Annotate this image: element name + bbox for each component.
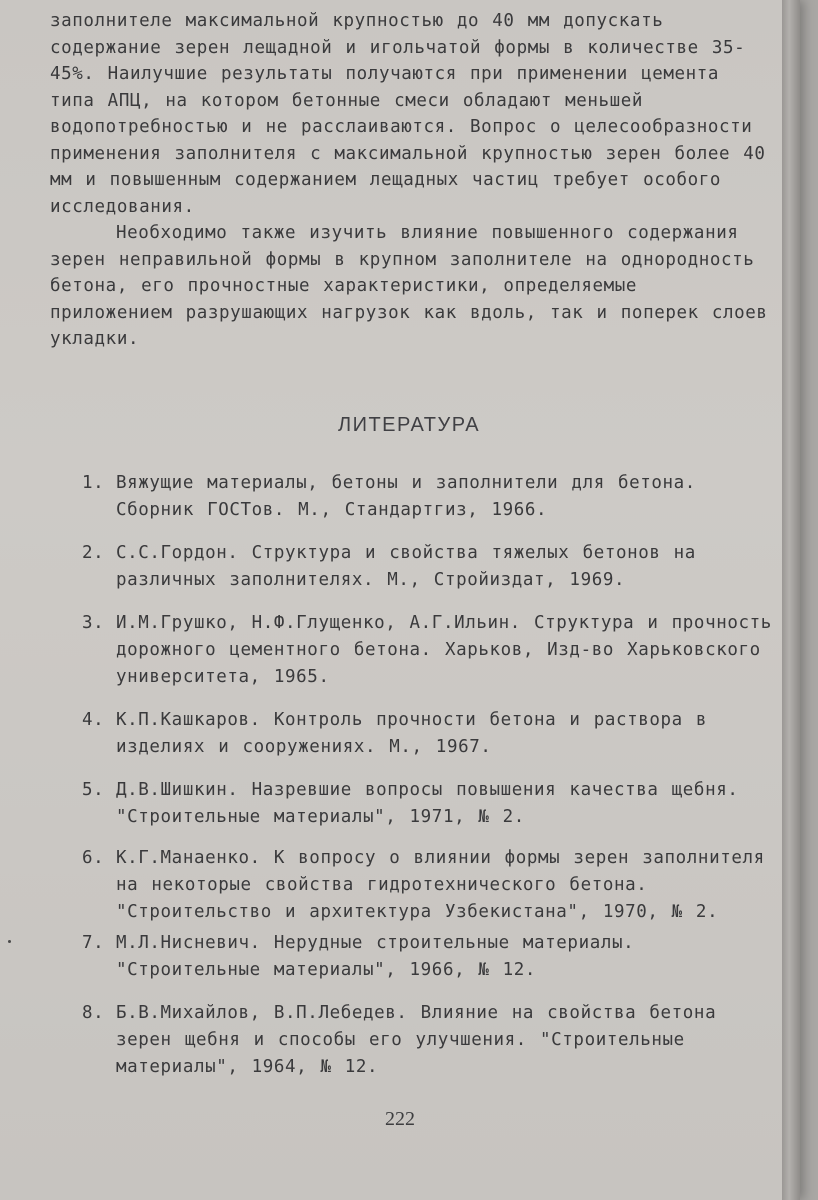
body-text (50, 8, 770, 353)
reference-number: 5. (82, 780, 105, 800)
paper-speck (8, 940, 11, 943)
reference-item (50, 610, 780, 691)
reference-list (50, 470, 780, 1097)
reference-number: 1. (82, 473, 105, 493)
reference-item (50, 470, 780, 524)
reference-number: 3. (82, 613, 105, 633)
literature-heading: ЛИТЕРАТУРА (337, 414, 481, 436)
reference-number: 7. (82, 933, 105, 953)
reference-text: К.Г.Манаенко. К вопросу о влиянии формы зерен заполнителя на некоторые свойства гидротехнического бетона. "Строительство и архитектура Узбекистана", 1970, № 2. (116, 848, 765, 922)
reference-text: И.М.Грушко, Н.Ф.Глущенко, А.Г.Ильин. Структура и прочность дорожного цементного бетона. Харьков, Изд-во Харьковского университета, 1965. (116, 613, 772, 687)
page-number: 222 (385, 1108, 415, 1130)
reference-item (50, 777, 780, 831)
reference-number: 8. (82, 1003, 105, 1023)
paragraph-2: Необходимо также изучить влияние повышенного содержания зерен неправильной формы в крупном заполнителе на однородность бетона, его прочностные характеристики, определяемые приложением разрушающих нагрузок как вдоль, так и поперек слоев укладки. (50, 223, 768, 349)
reference-item (50, 845, 780, 926)
reference-item (50, 930, 780, 984)
reference-text: Вяжущие материалы, бетоны и заполнители для бетона. Сборник ГОСТов. М., Стандартгиз, 1966. (116, 473, 696, 520)
page-edge (782, 0, 800, 1200)
reference-text: Д.В.Шишкин. Назревшие вопросы повышения качества щебня. "Строительные материалы", 1971, № 2. (116, 780, 739, 827)
reference-item (50, 1000, 780, 1081)
reference-text: К.П.Кашкаров. Контроль прочности бетона и раствора в изделиях и сооружениях. М., 1967. (116, 710, 708, 757)
paragraph-1: заполнителе максимальной крупностью до 40 мм допускать содержание зерен лещадной и игольчатой формы в количестве 35-45%. Наилучшие результаты получаются при применении цемента типа АПЦ, на котором бетонные смеси обладают меньшей водопотребностью и не расслаиваются. Вопрос о целесообразности применения заполнителя с максимальной крупностью зерен более 40 мм и повышенным содержанием лещадных частиц требует особого исследования. (50, 11, 766, 217)
reference-text: М.Л.Нисневич. Нерудные строительные материалы. "Строительные материалы", 1966, № 12. (116, 933, 635, 980)
reference-text: Б.В.Михайлов, В.П.Лебедев. Влияние на свойства бетона зерен щебня и способы его улучшения. "Строительные материалы", 1964, № 12. (116, 1003, 717, 1077)
reference-item (50, 540, 780, 594)
reference-item (50, 707, 780, 761)
reference-number: 6. (82, 848, 105, 868)
reference-text: С.С.Гордон. Структура и свойства тяжелых бетонов на различных заполнителях. М., Стройиздат, 1969. (116, 543, 696, 590)
reference-number: 4. (82, 710, 105, 730)
reference-number: 2. (82, 543, 105, 563)
